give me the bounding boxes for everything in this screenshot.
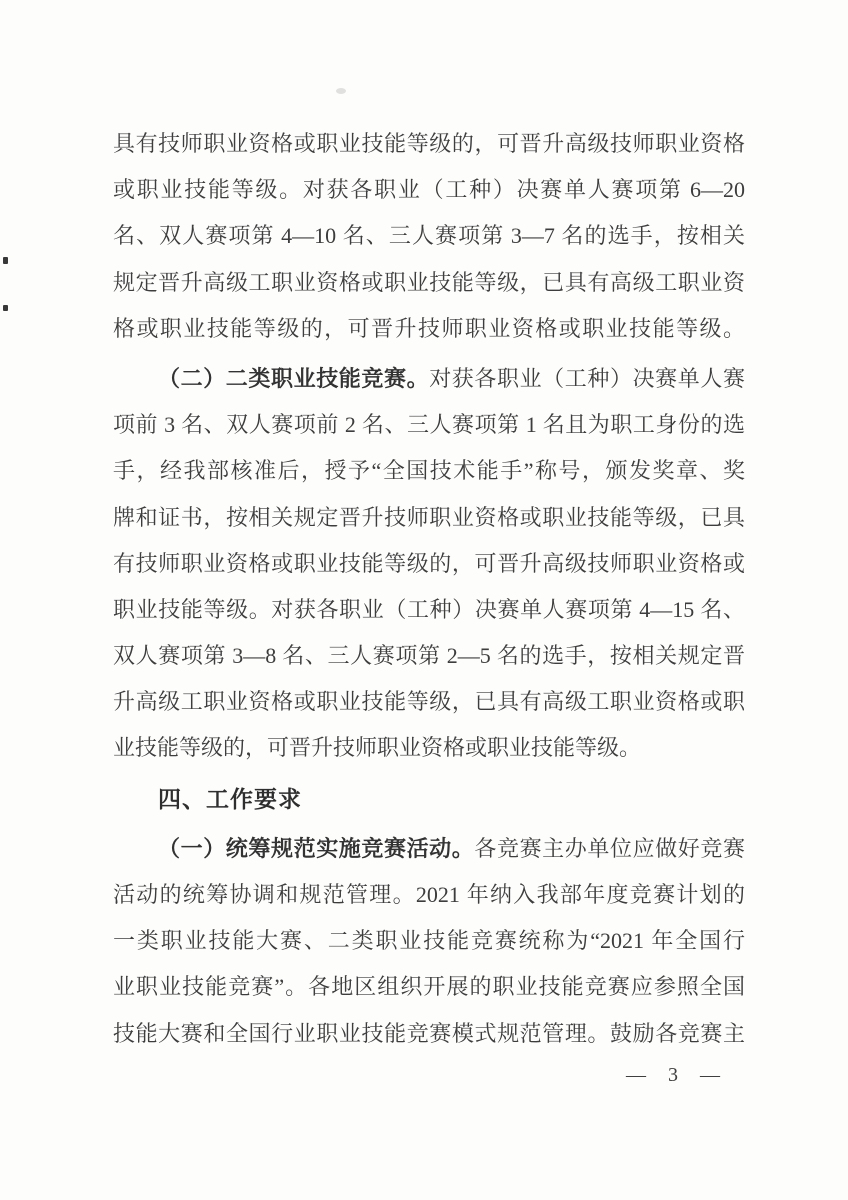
scan-artifact (336, 88, 346, 94)
text-line (113, 495, 745, 541)
page-number: — 3 — (626, 1064, 724, 1086)
binding-mark-top (3, 257, 8, 264)
line-text: 业职业技能竞赛”。各地区组织开展的职业技能竞赛应参照全国 (113, 974, 745, 1000)
binding-mark-bottom (3, 305, 8, 311)
text-line (113, 306, 745, 352)
line-text: 一类职业技能大赛、二类职业技能竞赛统称为“2021 年全国行 (113, 928, 745, 954)
line-text: 名、双人赛项第 4—10 名、三人赛项第 3—7 名的选手，按相关 (113, 223, 745, 249)
line-text: 升高级工职业资格或职业技能等级，已具有高级工职业资格或职 (113, 689, 745, 715)
text-line (113, 918, 745, 964)
line-text: 对获各职业（工种）决赛单人赛 (429, 365, 745, 391)
line-text: 具有技师职业资格或职业技能等级的，可晋升高级技师职业资格 (113, 131, 745, 156)
text-line (113, 872, 745, 918)
text-line (113, 448, 745, 494)
line-text: 规定晋升高级工职业资格或职业技能等级，已具有高级工职业资 (113, 269, 745, 295)
line-text: 牌和证书，按相关规定晋升技师职业资格或职业技能等级，已具 (113, 504, 745, 530)
line-text: 四、工作要求 (158, 785, 302, 812)
line-text: 格或职业技能等级的，可晋升技师职业资格或职业技能等级。 (113, 315, 745, 341)
text-block (113, 121, 745, 1057)
line-text: 活动的统筹协调和规范管理。2021 年纳入我部年度竞赛计划的 (113, 882, 745, 907)
text-line (113, 633, 745, 679)
text-line (113, 826, 745, 872)
line-text: 或职业技能等级。对获各职业（工种）决赛单人赛项第 6—20 (113, 177, 745, 203)
text-line (113, 587, 745, 633)
text-line (113, 260, 745, 306)
line-text: 有技师职业资格或职业技能等级的，可晋升高级技师职业资格或 (113, 550, 745, 576)
text-line (113, 541, 745, 587)
section-heading (113, 776, 745, 822)
text-line (113, 167, 745, 213)
text-line (113, 679, 745, 725)
line-text: 手，经我部核准后，授予“全国技术能手”称号，颁发奖章、奖 (113, 458, 745, 484)
text-line (113, 1011, 745, 1057)
line-text: 技能大赛和全国行业职业技能竞赛模式规范管理。鼓励各竞赛主 (113, 1020, 745, 1046)
line-text: 职业技能等级。对获各职业（工种）决赛单人赛项第 4—15 名、 (113, 596, 745, 622)
text-line (113, 213, 745, 259)
line-text: 业技能等级的，可晋升技师职业资格或职业技能等级。 (113, 735, 642, 761)
text-line (113, 964, 745, 1010)
text-line (113, 356, 745, 402)
line-text: 双人赛项第 3—8 名、三人赛项第 2—5 名的选手，按相关规定晋 (113, 643, 745, 669)
text-line (113, 725, 745, 771)
run-in-heading: （二）二类职业技能竞赛。 (158, 365, 430, 391)
line-text: 项前 3 名、双人赛项前 2 名、三人赛项第 1 名且为职工身份的选 (113, 412, 745, 438)
text-line (113, 121, 745, 167)
run-in-heading: （一）统筹规范实施竞赛活动。 (158, 835, 475, 861)
line-text: 各竞赛主办单位应做好竞赛 (474, 835, 745, 861)
text-line (113, 402, 745, 448)
